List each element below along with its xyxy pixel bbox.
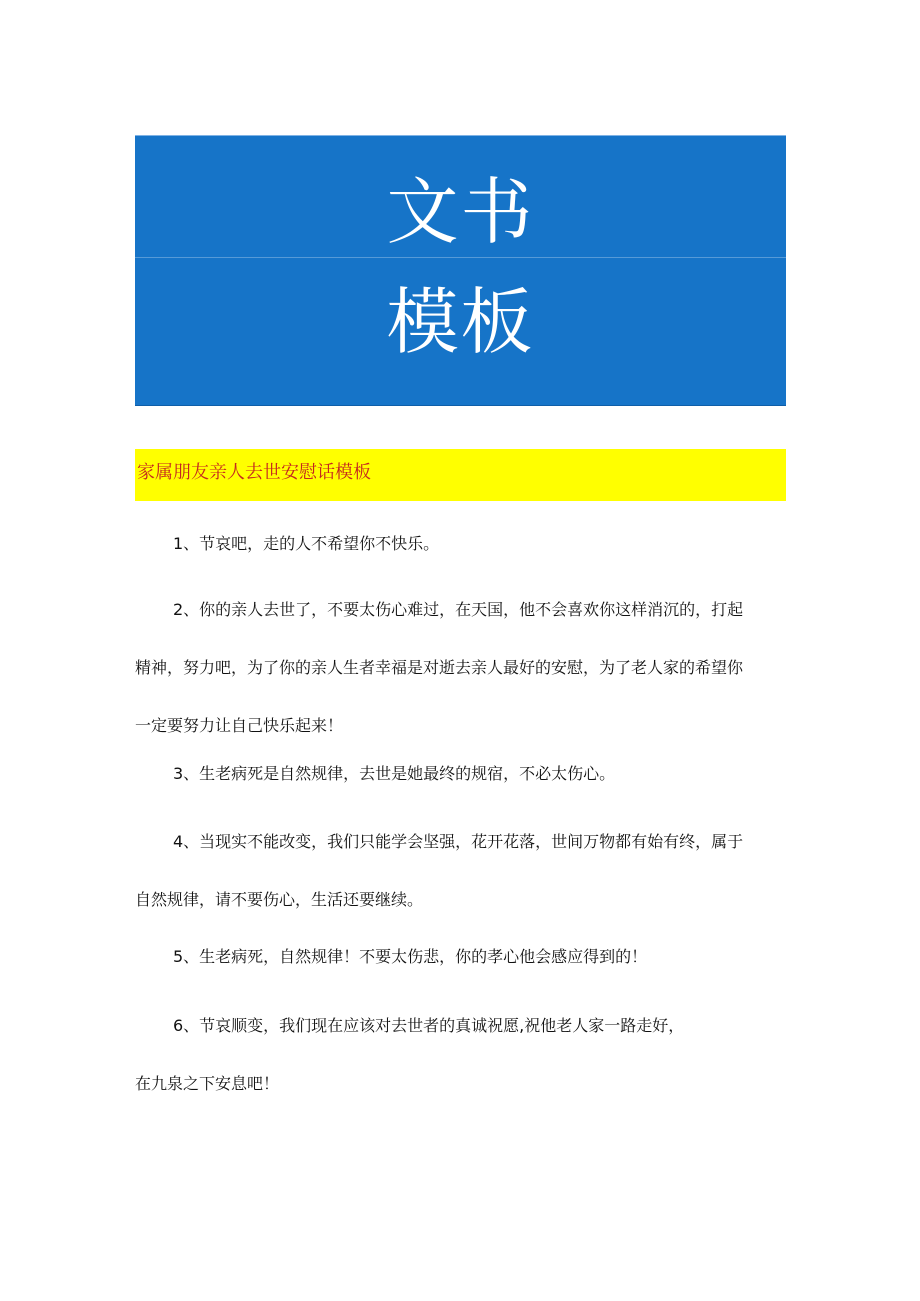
cover-title-line-1: 文书 xyxy=(386,170,535,254)
paragraph-6 xyxy=(135,1015,786,1131)
paragraph-line: 5、生老病死，自然规律！不要太伤悲，你的孝心他会感应得到的！ xyxy=(173,947,648,966)
paragraph-line: 3、生老病死是自然规律，去世是她最终的规宿，不必太伤心。 xyxy=(173,764,616,783)
paragraph-2 xyxy=(135,599,786,773)
section-heading-text: 家属朋友亲人去世安慰话模板 xyxy=(137,462,371,483)
paragraph-3 xyxy=(135,763,786,821)
paragraph-line: 精神，努力吧，为了你的亲人生者幸福是对逝去亲人最好的安慰，为了老人家的希望你 xyxy=(135,658,744,677)
paragraph-5 xyxy=(135,946,786,1004)
paragraph-line: 6、节哀顺变，我们现在应该对去世者的真诚祝愿,祝他老人家一路走好， xyxy=(173,1016,685,1035)
cover-title-line-2: 模板 xyxy=(386,280,535,364)
cover-divider xyxy=(135,257,786,258)
paragraph-line: 1、节哀吧，走的人不希望你不快乐。 xyxy=(173,534,440,553)
paragraph-1 xyxy=(135,533,786,591)
paragraph-line: 在九泉之下安息吧！ xyxy=(135,1074,280,1093)
paragraph-4 xyxy=(135,831,786,947)
section-heading xyxy=(135,449,786,501)
cover-banner xyxy=(135,135,786,406)
paragraph-line: 2、你的亲人去世了，不要太伤心难过，在天国，他不会喜欢你这样消沉的，打起 xyxy=(173,600,744,619)
paragraph-line: 自然规律，请不要伤心，生活还要继续。 xyxy=(135,890,424,909)
paragraph-line: 4、当现实不能改变，我们只能学会坚强，花开花落，世间万物都有始有终，属于 xyxy=(173,832,744,851)
paragraph-line: 一定要努力让自己快乐起来！ xyxy=(135,716,344,735)
